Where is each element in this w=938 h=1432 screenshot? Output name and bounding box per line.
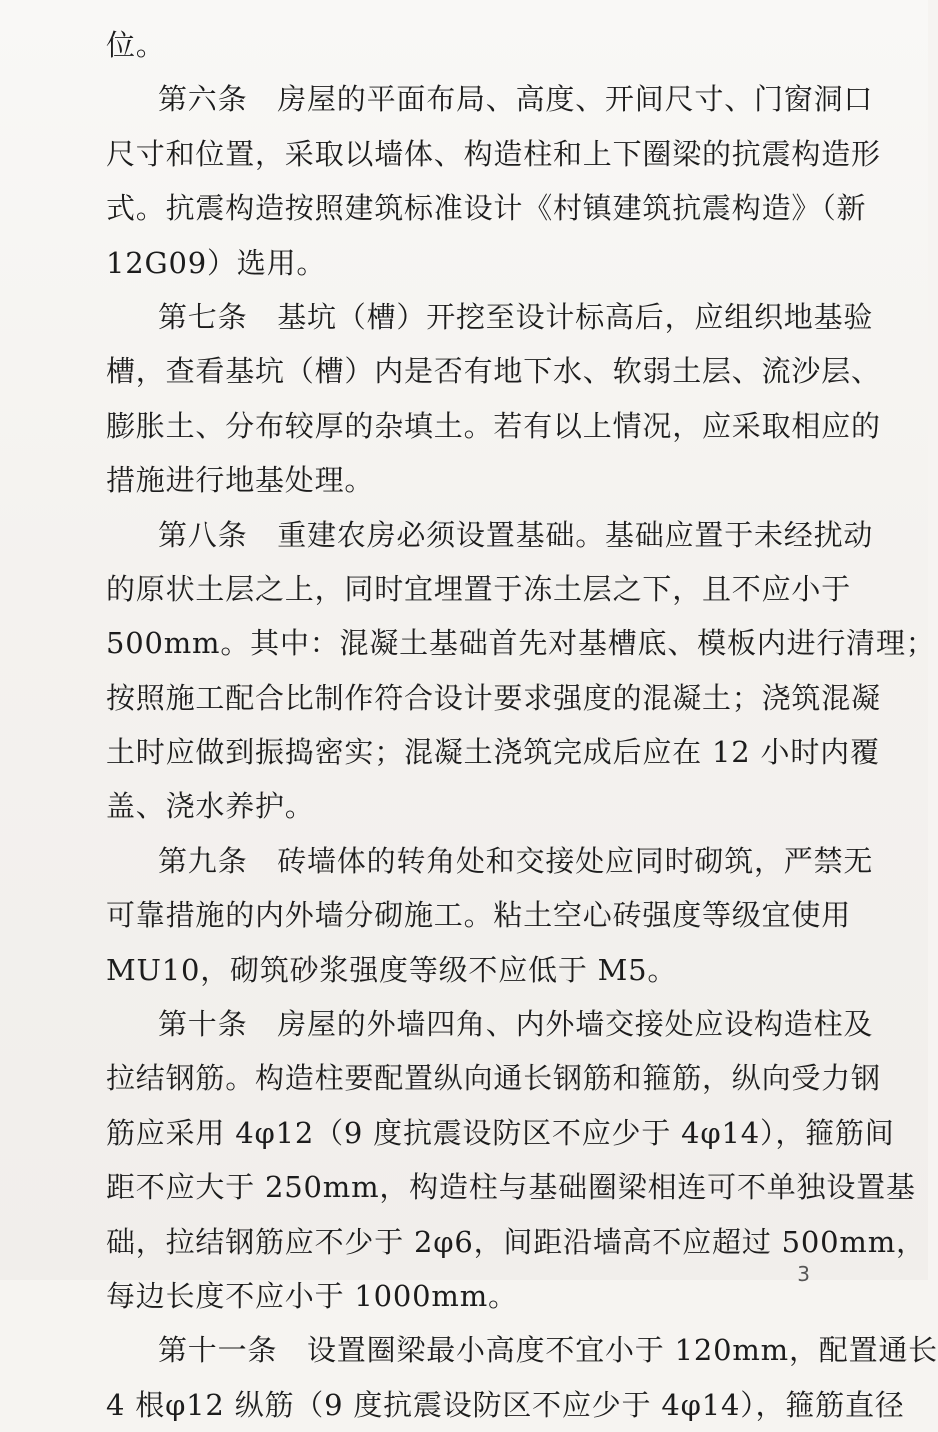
article-7-heading-line: 第七条 基坑（槽）开挖至设计标高后，应组织地基验	[158, 299, 874, 334]
text-line: 4 根φ12 纵筋（9 度抗震设防区不应少于 4φ14），箍筋直径	[106, 1387, 905, 1422]
text-line: 尺寸和位置，采取以墙体、构造柱和上下圈梁的抗震构造形	[106, 136, 881, 171]
text-line: 每边长度不应小于 1000mm。	[106, 1278, 518, 1313]
text-line: 盖、浇水养护。	[106, 789, 315, 824]
text-line: 措施进行地基处理。	[106, 463, 375, 498]
text-line: 位。	[106, 28, 166, 62]
article-6-heading-line: 第六条 房屋的平面布局、高度、开间尺寸、门窗洞口	[158, 82, 874, 117]
text-line: 按照施工配合比制作符合设计要求强度的混凝土；浇筑混凝	[106, 680, 881, 715]
text-line: 距不应大于 250mm，构造柱与基础圈梁相连可不单独设置基	[106, 1170, 916, 1205]
article-11-heading-line: 第十一条 设置圈梁最小高度不宜小于 120mm，配置通长	[158, 1333, 938, 1368]
text-line: 的原状土层之上，同时宜埋置于冻土层之下，且不应小于	[106, 571, 852, 606]
article-8-heading-line: 第八条 重建农房必须设置基础。基础应置于未经扰动	[158, 517, 874, 552]
text-line: 槽，查看基坑（槽）内是否有地下水、软弱土层、流沙层、	[106, 354, 881, 389]
text-line: 12G09）选用。	[106, 245, 327, 280]
text-line: 膨胀土、分布较厚的杂填土。若有以上情况，应采取相应的	[106, 408, 881, 443]
text-line: 筋应采用 4φ12（9 度抗震设防区不应少于 4φ14），箍筋间	[106, 1115, 895, 1150]
document-body	[106, 18, 938, 1432]
text-line: 式。抗震构造按照建筑标准设计《村镇建筑抗震构造》（新	[106, 191, 867, 226]
page-number: 3	[797, 1262, 810, 1286]
text-line: 础，拉结钢筋应不少于 2φ6，间距沿墙高不应超过 500mm，	[106, 1224, 926, 1259]
article-10-heading-line: 第十条 房屋的外墙四角、内外墙交接处应设构造柱及	[158, 1007, 874, 1042]
text-line: 可靠措施的内外墙分砌施工。粘土空心砖强度等级宜使用	[106, 898, 852, 933]
text-line: 拉结钢筋。构造柱要配置纵向通长钢筋和箍筋，纵向受力钢	[106, 1061, 881, 1096]
text-line: 500mm。其中：混凝土基础首先对基槽底、模板内进行清理；	[106, 626, 936, 661]
text-line: 土时应做到振捣密实；混凝土浇筑完成后应在 12 小时内覆	[106, 735, 880, 770]
text-line: MU10，砌筑砂浆强度等级不应低于 M5。	[106, 952, 678, 987]
article-9-heading-line: 第九条 砖墙体的转角处和交接处应同时砌筑，严禁无	[158, 843, 874, 878]
